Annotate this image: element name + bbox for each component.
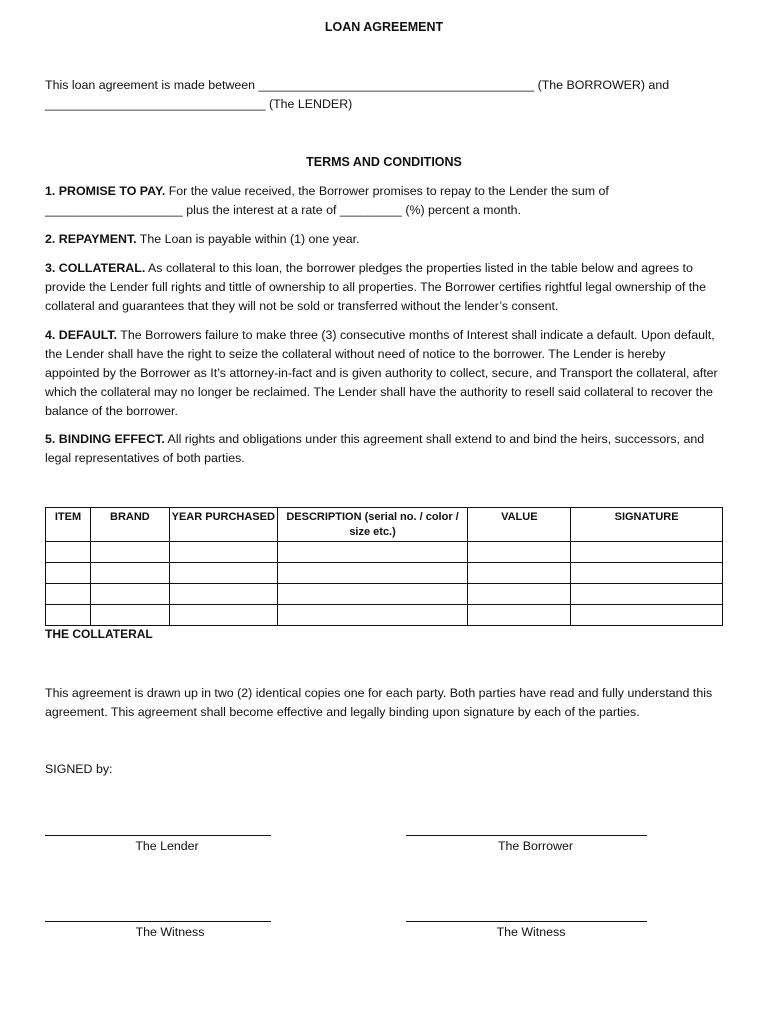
table-cell[interactable] [46,542,91,563]
clause-label: 3. COLLATERAL. [45,261,146,275]
witness-right-label: The Witness [496,925,566,939]
table-cell[interactable] [169,542,277,563]
clause-binding-effect [45,430,721,468]
lender-label: The Lender [135,839,199,853]
terms-heading: TERMS AND CONDITIONS [306,155,462,169]
witness-left-label: The Witness [135,925,205,939]
closing-paragraph: This agreement is drawn up in two (2) identical copies one for each party. Both parties have read and fully understand this agreement. This agreement shall become effective and legally binding upon signature by each of the parties. [45,686,713,719]
clause-repayment [45,230,721,249]
table-cell[interactable] [571,605,723,626]
table-caption: THE COLLATERAL [45,627,153,641]
clause-promise-to-pay [45,182,721,220]
table-cell[interactable] [571,584,723,605]
borrower-signature-line[interactable] [406,835,647,836]
table-row [46,563,723,584]
clause-default [45,326,721,421]
header-item: ITEM [46,508,91,542]
table-cell[interactable] [169,605,277,626]
table-cell[interactable] [46,584,91,605]
table-cell[interactable] [90,563,169,584]
table-cell[interactable] [169,563,277,584]
table-row [46,584,723,605]
witness-right-signature-line[interactable] [406,921,647,922]
header-description: DESCRIPTION (serial no. / color / size etc.) [277,508,468,542]
table-cell[interactable] [571,542,723,563]
table-cell[interactable] [277,605,468,626]
table-cell[interactable] [468,605,571,626]
table-cell[interactable] [468,563,571,584]
clause-label: 1. PROMISE TO PAY. [45,184,166,198]
table-cell[interactable] [90,542,169,563]
table-cell[interactable] [277,542,468,563]
table-cell[interactable] [90,584,169,605]
table-cell[interactable] [277,584,468,605]
clause-text: As collateral to this loan, the borrower pledges the properties listed in the table below and agrees to provide the Lender full rights and tittle of ownership to all properties. The Borrower certifies rightful legal ownership of the collateral and guarantees that they will not be sold or transferred without the lender’s consent. [45,261,706,313]
table-header-row [46,508,723,542]
header-year-purchased: YEAR PURCHASED [169,508,277,542]
table-row [46,605,723,626]
header-brand: BRAND [90,508,169,542]
clause-text: The Borrowers failure to make three (3) consecutive months of Interest shall indicate a default. Upon default, the Lender shall have the right to seize the collateral without need of notice to the borrower. The Lender is hereby appointed by the Borrower as It’s attorney-in-fact and is given authority to collect, secure, and Transport the collateral, after which the collateral may no longer be reclaimed. The Lender shall have the authority to resell said collateral to recover the balance of the borrower. [45,328,718,418]
clause-text: For the value received, the Borrower promises to repay to the Lender the sum of ____________________ plus the interest at a rate of _________ (%) percent a month. [45,184,609,217]
table-cell[interactable] [468,584,571,605]
document-title: LOAN AGREEMENT [324,20,444,34]
table-cell[interactable] [277,563,468,584]
clause-label: 2. REPAYMENT. [45,232,137,246]
signed-by-label: SIGNED by: [45,762,113,776]
table-cell[interactable] [169,584,277,605]
collateral-table [45,507,723,626]
table-row [46,542,723,563]
table-cell[interactable] [90,605,169,626]
header-signature: SIGNATURE [571,508,723,542]
table-cell[interactable] [571,563,723,584]
table-cell[interactable] [46,563,91,584]
witness-left-signature-line[interactable] [45,921,271,922]
table-cell[interactable] [46,605,91,626]
clause-collateral [45,259,721,316]
table-cell[interactable] [468,542,571,563]
intro-line-1: This loan agreement is made between ________________________________________ (The BORROWER) and [45,78,670,92]
lender-signature-line[interactable] [45,835,271,836]
clause-text: All rights and obligations under this agreement shall extend to and bind the heirs, successors, and legal representatives of both parties. [45,432,705,465]
intro-paragraph [45,76,721,114]
header-value: VALUE [468,508,571,542]
clause-label: 4. DEFAULT. [45,328,118,342]
clause-text: The Loan is payable within (1) one year. [136,232,360,246]
clause-label: 5. BINDING EFFECT. [45,432,165,446]
borrower-label: The Borrower [497,839,574,853]
intro-line-2: ________________________________ (The LENDER) [45,97,353,111]
